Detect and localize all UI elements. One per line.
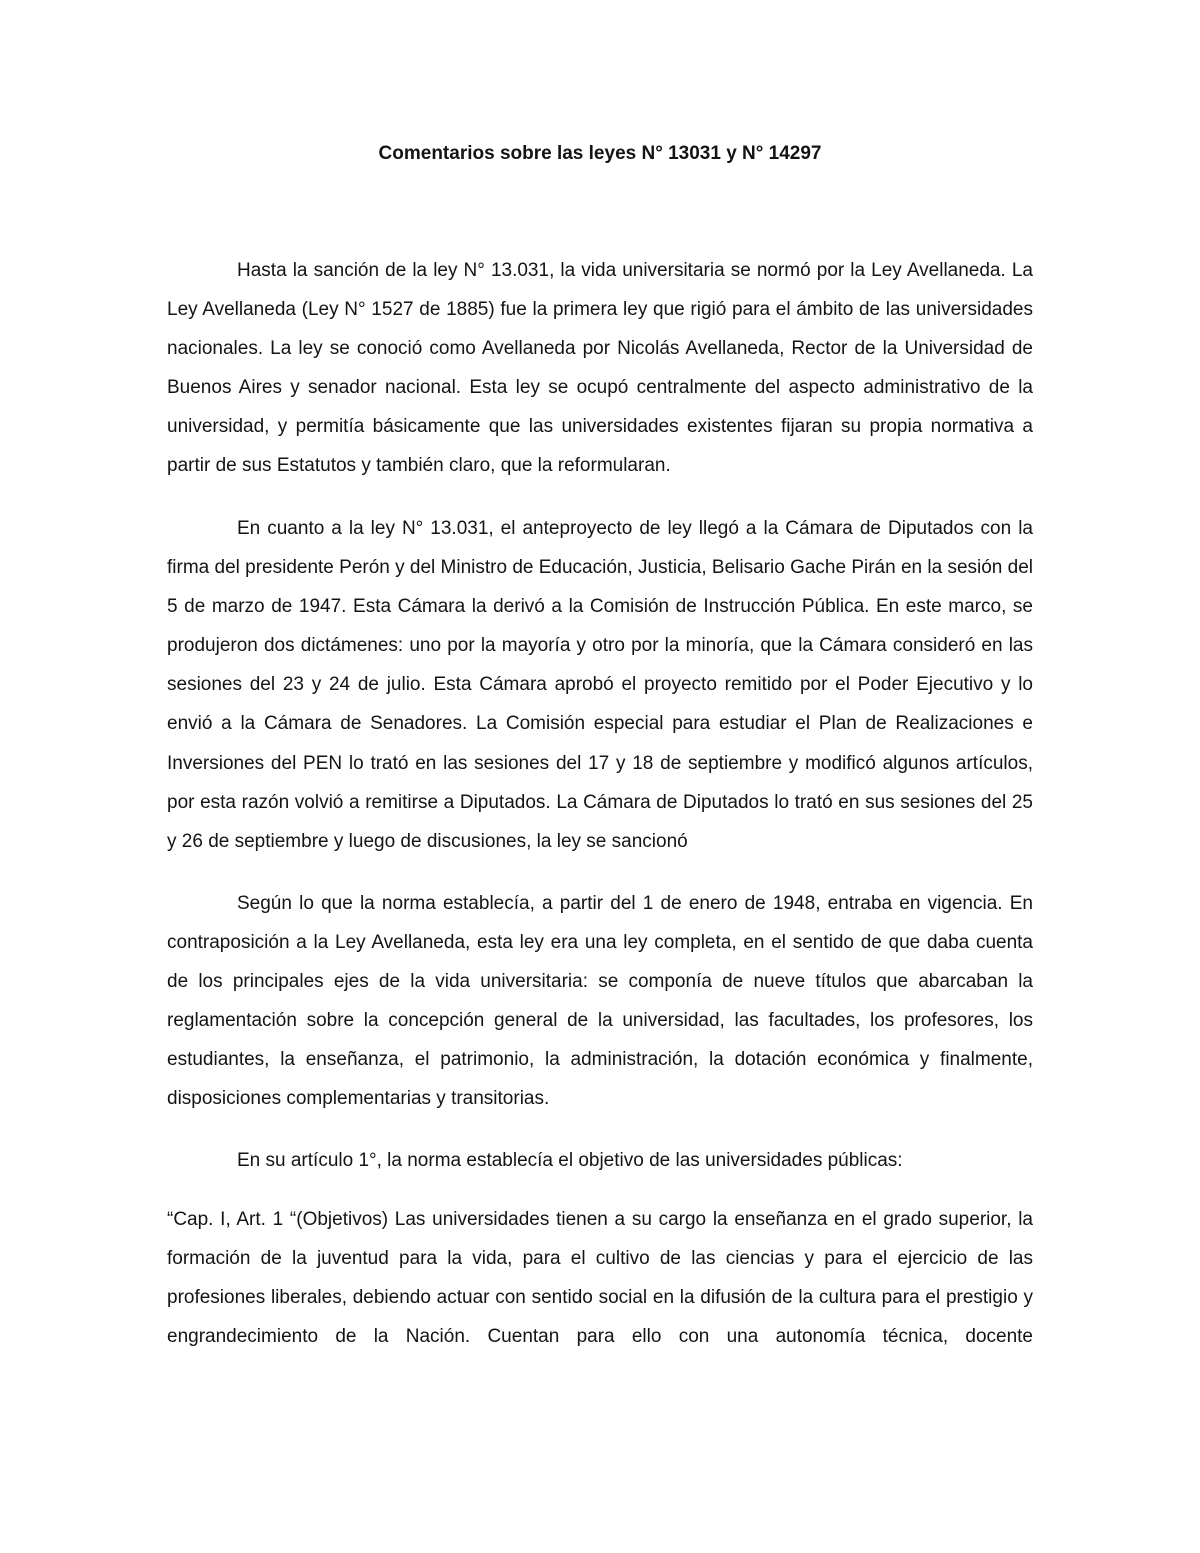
paragraph-vigencia: Según lo que la norma establecía, a partir del 1 de enero de 1948, entraba en vigencia. En contraposición a la Ley Avellaneda, esta ley era una ley completa, en el sentido de que daba cuenta de los principales ejes de la vida universitaria: se componía de nueve títulos que abarcaban la reglamentación sobre la concepción general de la universidad, las facultades, los profesores, los estudiantes, la enseñanza, el patrimonio, la administración, la dotación económica y finalmente, disposiciones complementarias y transitorias. <box>167 893 1033 1110</box>
paragraph-anteproyecto: En cuanto a la ley N° 13.031, el anteproyecto de ley llegó a la Cámara de Diputados con la firma del presidente Perón y del Ministro de Educación, Justicia, Belisario Gache Pirán en la sesión del 5 de marzo de 1947. Esta Cámara la derivó a la Comisión de Instrucción Pública. En este marco, se produjeron dos dictámenes: uno por la mayoría y otro por la minoría, que la Cámara consideró en las sesiones del 23 y 24 de julio. Esta Cámara aprobó el proyecto remitido por el Poder Ejecutivo y lo envió a la Cámara de Senadores. La Comisión especial para estudiar el Plan de Realizaciones e Inversiones del PEN lo trató en las sesiones del 17 y 18 de septiembre y modificó algunos artículos, por esta razón volvió a remitirse a Diputados. La Cámara de Diputados lo trató en sus sesiones del 25 y 26 de septiembre y luego de discusiones, la ley se sancionó <box>167 518 1034 852</box>
paragraph-ley-avellaneda: Hasta la sanción de la ley N° 13.031, la vida universitaria se normó por la Ley Avellaneda. La Ley Avellaneda (Ley N° 1527 de 1885) fue la primera ley que rigió para el ámbito de las universidades nacionales. La ley se conoció como Avellaneda por Nicolás Avellaneda, Rector de la Universidad de Buenos Aires y senador nacional. Esta ley se ocupó centralmente del aspecto administrativo de la universidad, y permitía básicamente que las universidades existentes fijaran su propia normativa a partir de sus Estatutos y también claro, que la reformularan. <box>167 260 1033 477</box>
paragraph-quote-objetivos: “Cap. I, Art. 1 “(Objetivos) Las universidades tienen a su cargo la enseñanza en el grado superior, la formación de la juventud para la vida, para el cultivo de las ciencias y para el ejercicio de las profesiones liberales, debiendo actuar con sentido social en la difusión de la cultura para el prestigio y engrandecimiento de la Nación. Cuentan para ello con una autonomía técnica, docente <box>167 1209 1033 1348</box>
document-title: Comentarios sobre las leyes N° 13031 y N° 14297 <box>378 143 822 164</box>
paragraph-articulo-1: En su artículo 1°, la norma establecía el objetivo de las universidades públicas: <box>237 1150 903 1171</box>
